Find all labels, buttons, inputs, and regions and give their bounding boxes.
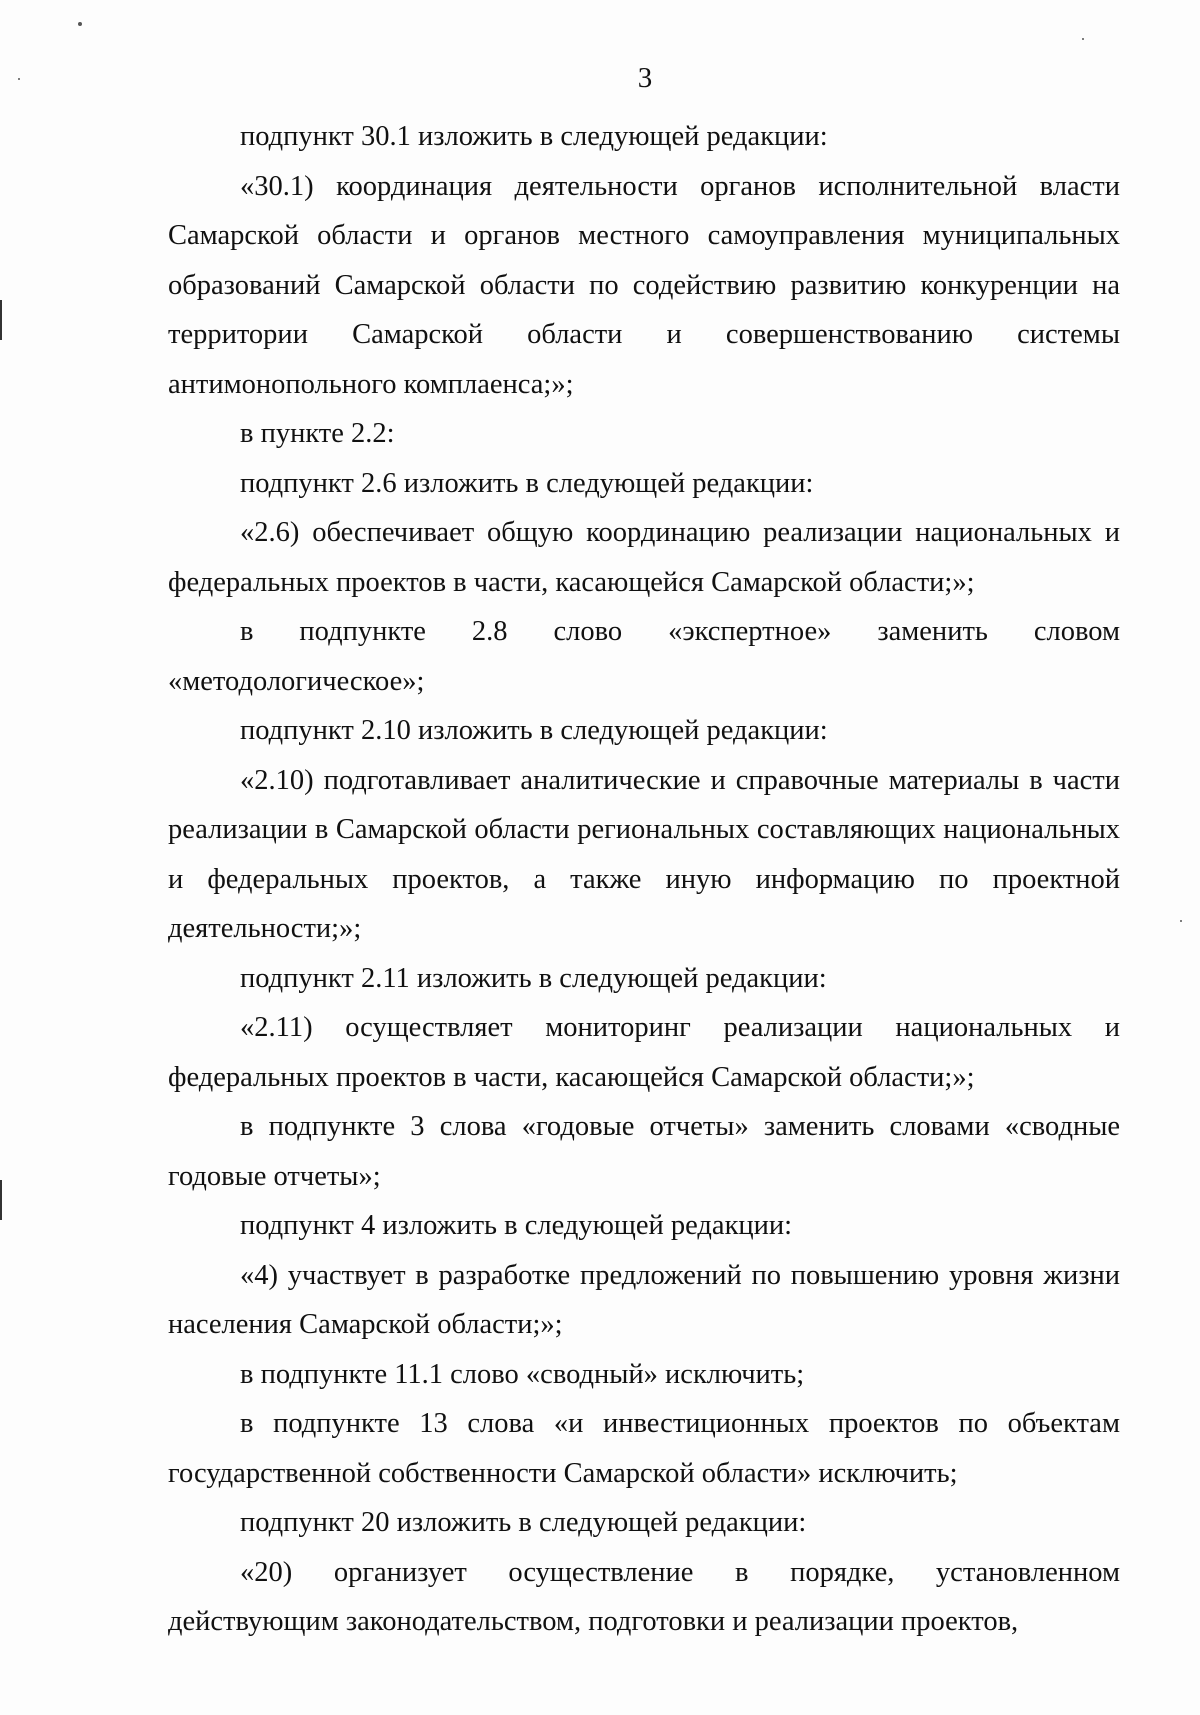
paragraph: «2.11) осуществляет мониторинг реализации национальных и федеральных проектов в части, касающейся Самарской области;»;: [168, 1012, 1120, 1093]
paragraph: в подпункте 2.8 слово «экспертное» заменить словом «методологическое»;: [168, 616, 1120, 697]
paragraph: подпункт 4 изложить в следующей редакции:: [240, 1210, 793, 1241]
document-body: [168, 112, 1120, 1647]
paragraph: подпункт 2.6 изложить в следующей редакции:: [240, 467, 814, 499]
scan-speckle: [1082, 38, 1084, 40]
paragraph: в подпункте 3 слова «годовые отчеты» заменить словами «сводные годовые отчеты»;: [168, 1111, 1120, 1192]
paragraph: «2.6) обеспечивает общую координацию реализации национальных и федеральных проектов в части, касающейся Самарской области;»;: [168, 517, 1120, 598]
paragraph: «2.10) подготавливает аналитические и справочные материалы в части реализации в Самарской области региональных составляющих национальных и федеральных проектов, а также иную информацию по проектной деятельности;»;: [168, 764, 1120, 944]
scan-speckle: [1180, 920, 1182, 922]
paragraph: «30.1) координация деятельности органов исполнительной власти Самарской области и органов местного самоуправления муниципальных образований Самарской области по содействию развитию конкуренции на территории Самарской области и совершенствованию системы антимонопольного комплаенса;»;: [168, 170, 1120, 400]
paragraph: «4) участвует в разработке предложений по повышению уровня жизни населения Самарской области;»;: [168, 1259, 1120, 1340]
scan-edge-mark: [0, 300, 2, 340]
paragraph: подпункт 2.11 изложить в следующей редакции:: [240, 962, 827, 994]
paragraph: в подпункте 13 слова «и инвестиционных проектов по объектам государственной собственности Самарской области» исключить;: [168, 1408, 1120, 1489]
paragraph: подпункт 30.1 изложить в следующей редакции:: [240, 121, 828, 152]
paragraph: в пункте 2.2:: [240, 418, 395, 449]
paragraph: «20) организует осуществление в порядке, установленном действующим законодательством, подготовки и реализации проектов,: [168, 1556, 1120, 1637]
scan-edge-mark: [0, 1180, 2, 1220]
page-number: 3: [637, 62, 653, 94]
paragraph: в подпункте 11.1 слово «сводный» исключить;: [240, 1358, 805, 1390]
paragraph: подпункт 20 изложить в следующей редакции:: [240, 1507, 807, 1538]
paragraph: подпункт 2.10 изложить в следующей редакции:: [240, 715, 828, 746]
scan-speckle: [78, 22, 82, 26]
